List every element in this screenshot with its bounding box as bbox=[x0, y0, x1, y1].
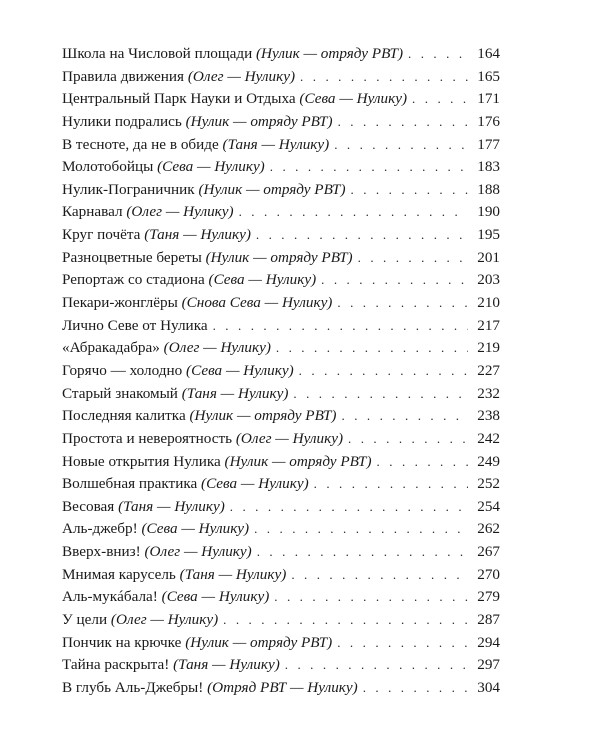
toc-entry-author: (Таня — Нулику) bbox=[144, 226, 251, 244]
toc-entry bbox=[62, 407, 500, 430]
dot-leader bbox=[254, 521, 468, 537]
toc-entry bbox=[62, 453, 500, 476]
toc-entry-author: (Олег — Нулику) bbox=[110, 611, 219, 629]
toc-entry bbox=[62, 362, 500, 385]
toc-entry bbox=[62, 520, 500, 543]
toc-entry-title: Вверх-вниз! (Олег — Нулику) bbox=[62, 543, 252, 561]
toc-entry bbox=[62, 656, 500, 679]
toc-entry-page: 203 bbox=[477, 271, 500, 289]
dot-leader bbox=[230, 499, 468, 515]
toc-entry bbox=[62, 68, 500, 91]
toc-entry-page: 297 bbox=[477, 656, 500, 674]
toc-entry-page: 188 bbox=[477, 180, 500, 198]
toc-entry-title: Молотобойцы (Сева — Нулику) bbox=[62, 158, 265, 176]
toc-entry-author: (Сева — Нулику) bbox=[201, 475, 309, 493]
dot-leader bbox=[213, 318, 468, 334]
dot-leader bbox=[314, 476, 468, 492]
toc-entry-author: (Нулик — отряду РВТ) bbox=[185, 633, 333, 651]
toc-entry-author: (Нулик — отряду РВТ) bbox=[198, 180, 346, 198]
toc-entry-title: Новые открытия Нулика (Нулик — отряду РВТ) bbox=[62, 452, 372, 470]
toc-entry-page: 262 bbox=[477, 520, 500, 538]
toc-entry-title: Разноцветные береты (Нулик — отряду РВТ) bbox=[62, 248, 353, 266]
toc-entry-page: 227 bbox=[477, 361, 500, 379]
dot-leader bbox=[337, 295, 468, 311]
toc-entry-title: Лично Севе от Нулика bbox=[62, 316, 208, 334]
toc-entry bbox=[62, 634, 500, 657]
toc-entry bbox=[62, 430, 500, 453]
toc-entry-author: (Сева — Нулику) bbox=[157, 158, 265, 176]
toc-entry-page: 232 bbox=[477, 384, 500, 402]
dot-leader bbox=[348, 431, 468, 447]
toc-entry-author: (Отряд РВТ — Нулику) bbox=[207, 678, 358, 696]
dot-leader bbox=[291, 567, 468, 583]
toc-entry-title: Волшебная практика (Сева — Нулику) bbox=[62, 475, 309, 493]
toc-entry-title: Круг почёта (Таня — Нулику) bbox=[62, 226, 251, 244]
toc-entry-author: (Таня — Нулику) bbox=[179, 565, 287, 583]
dot-leader bbox=[408, 46, 468, 62]
toc-entry-page: 183 bbox=[477, 158, 500, 176]
toc-entry-title: Карнавал (Олег — Нулику) bbox=[62, 203, 234, 221]
dot-leader bbox=[276, 340, 468, 356]
toc-entry-title: Школа на Числовой площади (Нулик — отряду РВТ) bbox=[62, 45, 404, 62]
toc-entry bbox=[62, 294, 500, 317]
toc-entry-page: 238 bbox=[477, 407, 500, 425]
toc-entry-page: 219 bbox=[477, 339, 500, 357]
toc-entry-page: 249 bbox=[477, 452, 500, 470]
toc-entry-author: (Олег — Нулику) bbox=[126, 203, 234, 221]
dot-leader bbox=[377, 454, 468, 470]
toc-entry-title: Аль-мукáбала! (Сева — Нулику) bbox=[62, 588, 270, 606]
toc-entry-author: (Таня — Нулику) bbox=[181, 384, 289, 402]
dot-leader bbox=[299, 363, 468, 379]
toc-entry-title: Пекари-жонглёры (Снова Сева — Нулику) bbox=[62, 294, 333, 312]
toc-entry-author: (Нулик — отряду РВТ) bbox=[185, 112, 333, 130]
toc-entry-author: (Олег — Нулику) bbox=[235, 429, 344, 447]
toc-entry bbox=[62, 498, 500, 521]
toc-entry bbox=[62, 203, 500, 226]
toc-entry-title: Последняя калитка (Нулик — отряду РВТ) bbox=[62, 407, 337, 425]
toc-entry-author: (Нулик — отряду РВТ) bbox=[189, 407, 337, 425]
toc-entry-page: 242 bbox=[477, 429, 500, 447]
toc-entry-title: Аль-джебр! (Сева — Нулику) bbox=[62, 520, 250, 538]
toc-entry-title: В глубь Аль-Джебры! (Отряд РВТ — Нулику) bbox=[62, 678, 358, 696]
toc-entry-title: Репортаж со стадиона (Сева — Нулику) bbox=[62, 271, 317, 289]
dot-leader bbox=[338, 114, 468, 130]
toc-entry-page: 270 bbox=[477, 565, 500, 583]
toc-entry bbox=[62, 339, 500, 362]
dot-leader bbox=[321, 272, 468, 288]
dot-leader bbox=[293, 386, 468, 402]
toc-entry-page: 165 bbox=[477, 67, 500, 85]
toc-entry-title: Нулики подрались (Нулик — отряду РВТ) bbox=[62, 112, 333, 130]
toc-entry-title: Весовая (Таня — Нулику) bbox=[62, 497, 225, 515]
toc-entry-page: 304 bbox=[477, 678, 500, 696]
toc-entry-author: (Снова Сева — Нулику) bbox=[181, 294, 333, 312]
toc-entry bbox=[62, 543, 500, 566]
toc-entry-page: 177 bbox=[477, 135, 500, 153]
toc-entry bbox=[62, 475, 500, 498]
toc-entry-page: 254 bbox=[477, 497, 500, 515]
dot-leader bbox=[351, 182, 468, 198]
toc-entry-author: (Сева — Нулику) bbox=[299, 90, 408, 108]
toc-entry-page: 164 bbox=[477, 45, 500, 62]
toc-entry-title: Старый знакомый (Таня — Нулику) bbox=[62, 384, 289, 402]
toc-entry-page: 195 bbox=[477, 226, 500, 244]
toc-entry bbox=[62, 566, 500, 589]
toc-entry-author: (Нулик — отряду РВТ) bbox=[224, 452, 372, 470]
dot-leader bbox=[358, 250, 468, 266]
toc-entry-author: (Олег — Нулику) bbox=[144, 543, 252, 561]
toc-entry-title: У цели (Олег — Нулику) bbox=[62, 611, 219, 629]
toc-entry-author: (Сева — Нулику) bbox=[161, 588, 270, 606]
toc-entry-author: (Сева — Нулику) bbox=[208, 271, 317, 289]
toc-entry-title: Пончик на крючке (Нулик — отряду РВТ) bbox=[62, 633, 333, 651]
dot-leader bbox=[363, 680, 468, 696]
toc-entry-page: 252 bbox=[477, 475, 500, 493]
toc-entry-page: 176 bbox=[477, 112, 500, 130]
toc-entry-author: (Сева — Нулику) bbox=[141, 520, 250, 538]
toc-entry bbox=[62, 90, 500, 113]
dot-leader bbox=[334, 137, 468, 153]
toc-entry bbox=[62, 226, 500, 249]
dot-leader bbox=[337, 635, 468, 651]
dot-leader bbox=[285, 657, 468, 673]
toc-entry bbox=[62, 45, 500, 68]
dot-leader bbox=[256, 227, 468, 243]
toc-entry bbox=[62, 271, 500, 294]
toc-entry-author: (Олег — Нулику) bbox=[163, 339, 271, 357]
toc-entry-page: 294 bbox=[477, 633, 500, 651]
toc-entry bbox=[62, 181, 500, 204]
toc-entry-page: 287 bbox=[477, 611, 500, 629]
toc-entry bbox=[62, 679, 500, 702]
toc-entry bbox=[62, 385, 500, 408]
toc-entry-page: 267 bbox=[477, 543, 500, 561]
toc-entry-title: В тесноте, да не в обиде (Таня — Нулику) bbox=[62, 135, 330, 153]
toc-entry-title: «Абракадабра» (Олег — Нулику) bbox=[62, 339, 271, 357]
toc-entry-title: Правила движения (Олег — Нулику) bbox=[62, 67, 296, 85]
dot-leader bbox=[270, 159, 468, 175]
toc-entry-author: (Таня — Нулику) bbox=[173, 656, 280, 674]
toc-entry bbox=[62, 611, 500, 634]
dot-leader bbox=[223, 612, 468, 628]
dot-leader bbox=[300, 69, 468, 85]
toc-entry bbox=[62, 158, 500, 181]
toc-entry-author: (Олег — Нулику) bbox=[187, 67, 296, 85]
toc-entry-author: (Сева — Нулику) bbox=[186, 361, 294, 379]
dot-leader bbox=[274, 589, 468, 605]
toc-entry-title: Горячо — холодно (Сева — Нулику) bbox=[62, 361, 294, 379]
toc-entry-title: Нулик-Пограничник (Нулик — отряду РВТ) bbox=[62, 180, 346, 198]
table-of-contents bbox=[62, 45, 500, 702]
dot-leader bbox=[239, 204, 468, 220]
toc-entry bbox=[62, 113, 500, 136]
toc-entry-page: 171 bbox=[477, 90, 500, 108]
toc-entry-title: Центральный Парк Науки и Отдыха (Сева — Нулику) bbox=[62, 90, 408, 108]
toc-entry-page: 210 bbox=[477, 294, 500, 312]
dot-leader bbox=[257, 544, 468, 560]
toc-entry-page: 217 bbox=[477, 316, 500, 334]
dot-leader bbox=[412, 91, 468, 107]
toc-entry bbox=[62, 588, 500, 611]
toc-entry bbox=[62, 249, 500, 272]
toc-entry-author: (Таня — Нулику) bbox=[222, 135, 330, 153]
toc-entry-title: Мнимая карусель (Таня — Нулику) bbox=[62, 565, 287, 583]
toc-entry-author: (Нулик — отряду РВТ) bbox=[256, 45, 404, 62]
toc-entry-title: Простота и невероятность (Олег — Нулику) bbox=[62, 429, 344, 447]
dot-leader bbox=[342, 408, 469, 424]
toc-entry-title: Тайна раскрыта! (Таня — Нулику) bbox=[62, 656, 280, 674]
toc-entry-author: (Нулик — отряду РВТ) bbox=[205, 248, 353, 266]
toc-entry-page: 201 bbox=[477, 248, 500, 266]
toc-entry-author: (Таня — Нулику) bbox=[118, 497, 225, 515]
toc-entry-page: 279 bbox=[477, 588, 500, 606]
toc-entry bbox=[62, 317, 500, 340]
toc-entry-page: 190 bbox=[477, 203, 500, 221]
toc-entry bbox=[62, 136, 500, 159]
